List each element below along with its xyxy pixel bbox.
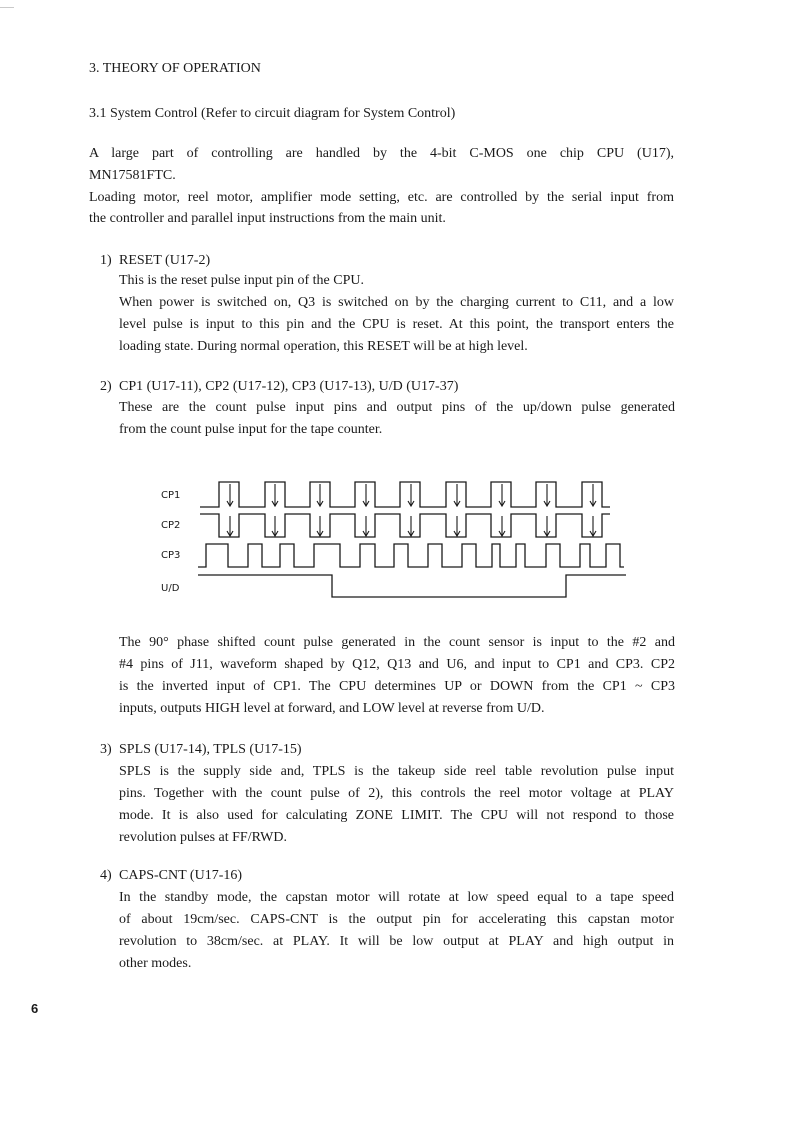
item-body (119, 270, 674, 358)
item-body (119, 887, 674, 975)
item-line: pins. Together with the count pulse of 2), this controls the reel motor voltage at PLAY (119, 786, 674, 801)
item-line: In the standby mode, the capstan motor will rotate at low speed equal to a tape speed (119, 890, 674, 905)
item-line: These are the count pulse input pins and output pins of the up/down pulse generated (119, 400, 675, 415)
item-title: CP1 (U17-11), CP2 (U17-12), CP3 (U17-13), U/D (U17-37) (119, 379, 459, 394)
page-number: 6 (31, 1001, 39, 1016)
section-heading: 3. THEORY OF OPERATION (89, 61, 261, 76)
item-body (119, 761, 674, 849)
signal-label-ud: U/D (161, 583, 180, 594)
item-number: 1) (100, 253, 112, 268)
item-line: The 90° phase shifted count pulse generated in the count sensor is input to the #2 and (119, 635, 675, 650)
timing-diagram (150, 474, 640, 600)
signal-label-cp3: CP3 (161, 550, 181, 561)
item-line: from the count pulse input for the tape counter. (119, 422, 383, 437)
item-title: SPLS (U17-14), TPLS (U17-15) (119, 742, 302, 757)
item-line: loading state. During normal operation, this RESET will be at high level. (119, 339, 528, 354)
item-line: revolution to 38cm/sec. at PLAY. It will be low output at PLAY and high output in (119, 934, 674, 949)
cp2-arrows (227, 516, 596, 536)
item-line: other modes. (119, 956, 192, 971)
item-line: This is the reset pulse input pin of the CPU. (119, 273, 364, 288)
item-title: RESET (U17-2) (119, 253, 211, 268)
item-line: #4 pins of J11, waveform shaped by Q12, Q13 and U6, and input to CP1 and CP3. CP2 (119, 657, 675, 672)
intro-line-3: Loading motor, reel motor, amplifier mode setting, etc. are controlled by the serial input from (89, 190, 674, 205)
item-line: When power is switched on, Q3 is switched on by the charging current to C11, and a low (119, 295, 674, 310)
item-line: revolution pulses at FF/RWD. (119, 830, 287, 845)
item-line: mode. It is also used for calculating ZONE LIMIT. The CPU will not respond to those (119, 808, 674, 823)
item-title: CAPS-CNT (U17-16) (119, 868, 243, 883)
signal-label-cp2: CP2 (161, 520, 181, 531)
cp3-waveform (198, 544, 624, 567)
signal-label-cp1: CP1 (161, 490, 181, 501)
item-line: SPLS is the supply side and, TPLS is the takeup side reel table revolution pulse input (119, 764, 674, 779)
intro-line-4: the controller and parallel input instructions from the main unit. (89, 211, 446, 226)
item-line: of about 19cm/sec. CAPS-CNT is the output pin for accelerating this capstan motor (119, 912, 674, 927)
item-line: inputs, outputs HIGH level at forward, and LOW level at reverse from U/D. (119, 701, 545, 716)
intro-line-1: A large part of controlling are handled by the 4-bit C-MOS one chip CPU (U17), (89, 146, 674, 161)
item-line: is the inverted input of CP1. The CPU determines UP or DOWN from the CP1 ~ CP3 (119, 679, 675, 694)
item-body-continued (119, 632, 675, 720)
intro-line-2: MN17581FTC. (89, 168, 176, 183)
item-number: 3) (100, 742, 112, 757)
item-number: 4) (100, 868, 112, 883)
subsection-heading: 3.1 System Control (Refer to circuit diagram for System Control) (89, 106, 456, 121)
cp1-arrows (227, 484, 596, 506)
item-number: 2) (100, 379, 112, 394)
item-line: level pulse is input to this pin and the CPU is reset. At this point, the transport enters the (119, 317, 674, 332)
ud-waveform (198, 575, 626, 597)
item-body (119, 397, 675, 441)
